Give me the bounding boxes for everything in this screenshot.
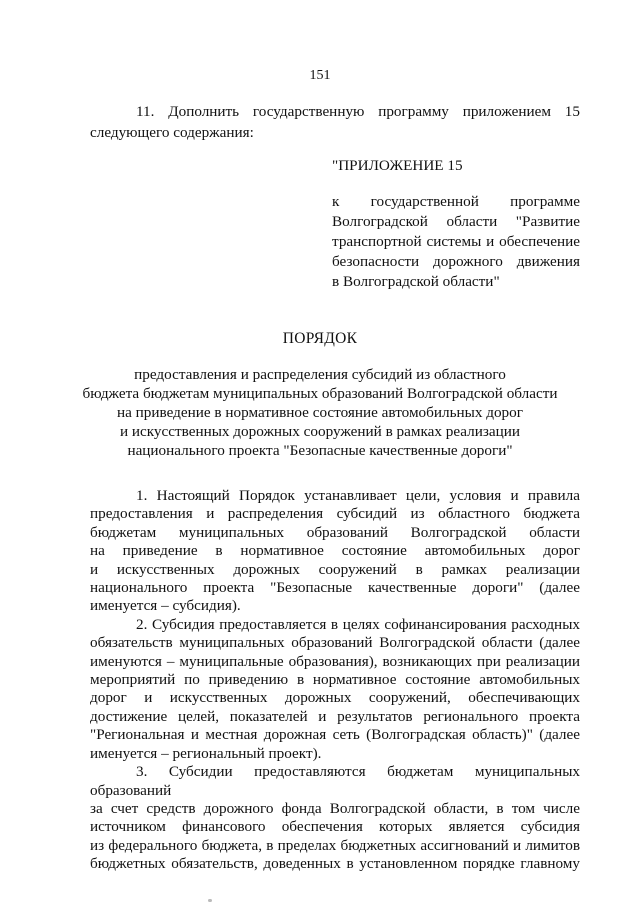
body-line: национального проекта "Безопасные качественные дороги" (далее	[90, 579, 580, 597]
intro-line: 11. Дополнить государственную программу приложением 15	[136, 103, 580, 120]
paragraph-3	[90, 763, 580, 873]
body-line: дорог и искусственных дорожных сооружений, обеспечивающих	[90, 689, 580, 707]
body-line: 2. Субсидия предоставляется в целях софинансирования расходных	[136, 615, 580, 633]
body-line: на приведение в нормативное состояние автомобильных дорог	[90, 542, 580, 560]
body-line: именуется – субсидия).	[90, 597, 241, 615]
appendix-line: к государственной программе	[332, 193, 580, 210]
document-title: ПОРЯДОК	[282, 330, 358, 347]
body-line: именуется – региональный проект).	[90, 744, 322, 762]
intro-paragraph	[90, 101, 580, 143]
body-line: за счет средств дорожного фонда Волгоградской области, в том числе	[90, 799, 580, 817]
subtitle-line: и искусственных дорожных сооружений в рамках реализации	[119, 423, 521, 440]
body-line: обязательств муниципальных образований Волгоградской области (далее	[90, 634, 580, 652]
body-line: 3. Субсидии предоставляются бюджетам муниципальных образований	[90, 763, 580, 799]
appendix-title: "ПРИЛОЖЕНИЕ 15	[332, 157, 463, 174]
body-line: мероприятий по приведению в нормативное состояние автомобильных	[90, 671, 580, 689]
subtitle-line: бюджета бюджетам муниципальных образований Волгоградской области	[82, 385, 558, 402]
subtitle-line: предоставления и распределения субсидий из областного	[134, 366, 506, 383]
body-line: бюджетных обязательств, доведенных в установленном порядке главному	[90, 855, 580, 873]
appendix-line: безопасности дорожного движения	[332, 253, 580, 270]
body-line: именуются – муниципальные образования), возникающих при реализации	[90, 652, 580, 670]
body-line: "Региональная и местная дорожная сеть (Волгоградская область)" (далее	[90, 726, 580, 744]
body-line: из федерального бюджета, в пределах бюджетных ассигнований и лимитов	[90, 836, 580, 854]
body-line: и искусственных дорожных сооружений в рамках реализации	[90, 560, 580, 578]
subtitle-line: национального проекта "Безопасные качественные дороги"	[127, 442, 513, 459]
appendix-line: Волгоградской области "Развитие	[332, 213, 580, 230]
appendix-reference	[332, 192, 580, 292]
body-line: бюджетам муниципальных образований Волгоградской области	[90, 523, 580, 541]
subtitle-line: на приведение в нормативное состояние автомобильных дорог	[117, 404, 523, 421]
scan-speck	[208, 899, 212, 902]
page-number: 151	[309, 68, 331, 83]
document-subtitle	[60, 365, 580, 460]
body-line: источником финансового обеспечения которых является субсидия	[90, 818, 580, 836]
body-line: предоставления и распределения субсидий из областного бюджета	[90, 505, 580, 523]
body-line: 1. Настоящий Порядок устанавливает цели, условия и правила	[136, 487, 580, 504]
appendix-line: транспортной системы и обеспечение	[332, 233, 580, 250]
paragraph-2	[90, 616, 580, 763]
body-line: достижение целей, показателей и результатов регионального проекта	[90, 707, 580, 725]
appendix-line: в Волгоградской области"	[332, 273, 500, 290]
document-body	[90, 487, 580, 874]
paragraph-1	[90, 487, 580, 616]
intro-line: следующего содержания:	[90, 124, 254, 141]
